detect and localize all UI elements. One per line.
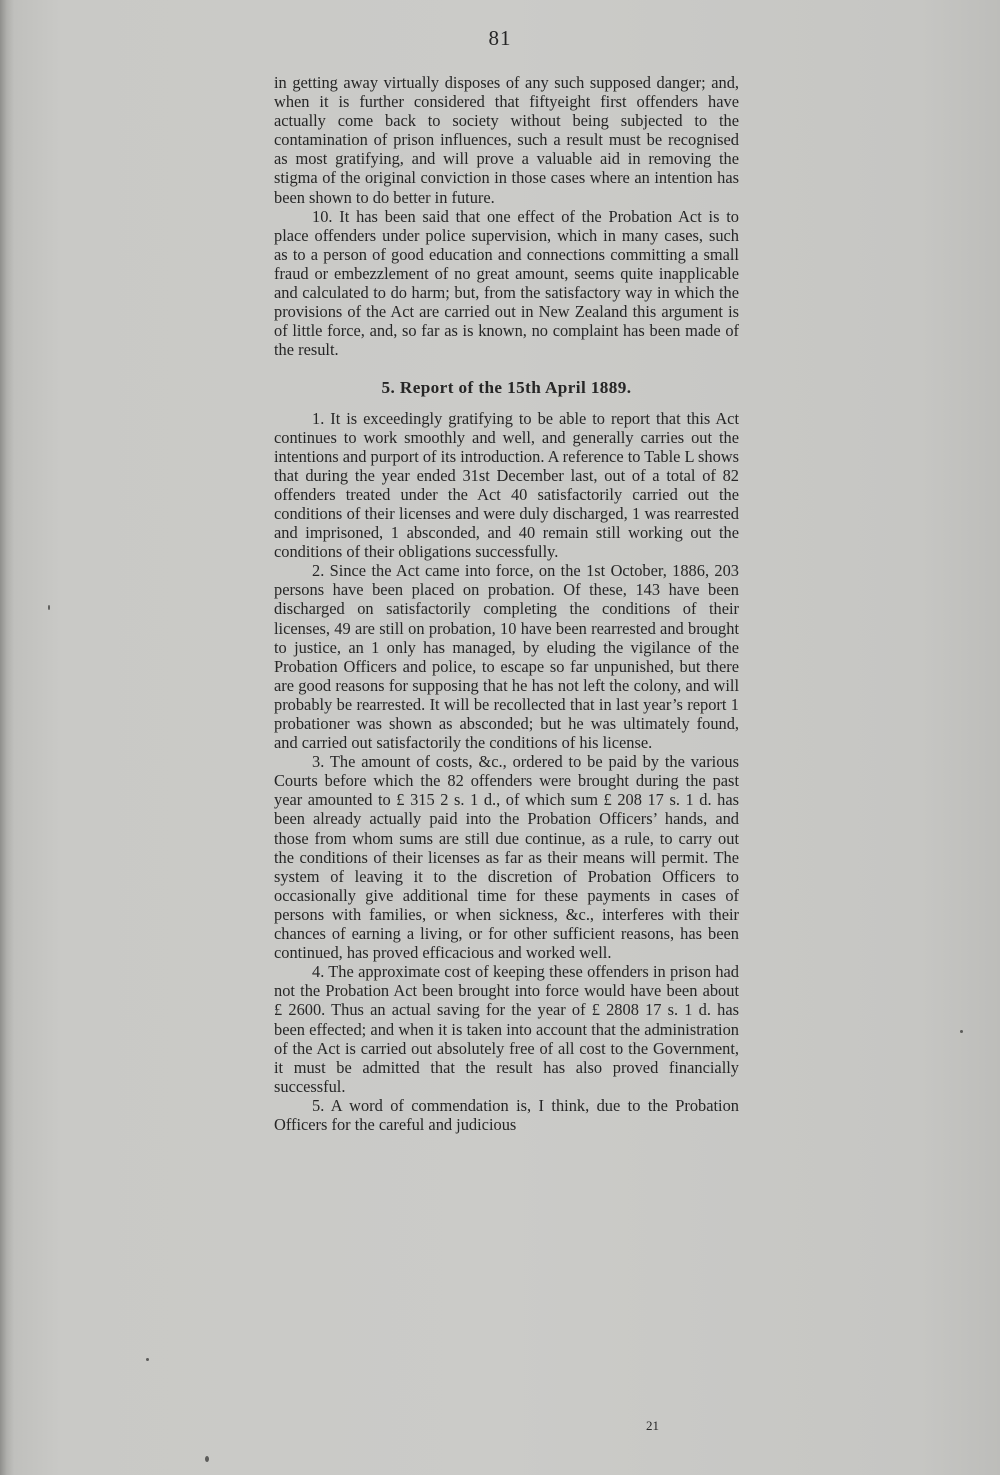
signature-mark: 21 <box>646 1418 659 1433</box>
text-column <box>274 73 739 1134</box>
paper-speck <box>205 1456 209 1462</box>
spine-shadow <box>0 0 14 1475</box>
paper-speck <box>146 1358 149 1361</box>
paragraph-10: 10. It has been said that one effect of the Probation Act is to place offenders under police supervision, which in many cases, such as to a person of good education and connections committing a small fraud or embezzlement of no great amount, seems quite inapplicable and calculated to do harm; but, from the satisfactory way in which the provisions of the Act are carried out in New Zealand this argument is of little force, and, so far as is known, no complaint has been made of the result. <box>274 206 739 360</box>
section-paragraph-1: 1. It is exceedingly gratifying to be able to report that this Act continues to work smoothly and well, and generally carries out the intentions and purport of its introduction. A reference to Table L shows that during the year ended 31st December last, out of a total of 82 offenders treated under the Act 40 satisfactorily carried out the conditions of their licenses and were duly discharged, 1 was rearrested and imprisoned, 1 absconded, and 40 remain still working out the conditions of their obligations successfully. <box>274 408 739 562</box>
paper-speck <box>960 1030 963 1033</box>
paper-speck <box>48 605 50 610</box>
intro-paragraph: in getting away virtually disposes of any such supposed danger; and, when it is further considered that fiftyeight first offenders have actually come back to society without being subjected to the contamination of prison influences, such a result must be recognised as most gratifying, and will prove a valuable aid in removing the stigma of the original conviction in those cases where an intention has been shown to do better in future. <box>274 73 739 207</box>
section-paragraph-3: 3. The amount of costs, &c., ordered to be paid by the various Courts before which the 82 offenders were brought during the past year amounted to £ 315 2 s. 1 d., of which sum £ 208 17 s. 1 d. has been already actually paid into the Probation Officers’ hands, and those from whom sums are still due continue, as a rule, to carry out the conditions of their licenses as far as their means will permit. The system of leaving it to the discretion of Probation Officers to occasionally give additional time for these payments in cases of persons with families, or when sickness, &c., interferes with their chances of earning a living, or for other sufficient reasons, has been continued, has proved efficacious and worked well. <box>274 752 739 963</box>
section-paragraph-2: 2. Since the Act came into force, on the 1st October, 1886, 203 persons have been placed on probation. Of these, 143 have been discharged on satisfactorily completing the conditions of their licenses, 49 are still on probation, 10 have been rearrested and brought to justice, an 1 only has managed, by eluding the vigilance of the Probation Officers and police, to escape so far unpunished, but there are good reasons for supposing that he has not left the colony, and will probably be rearrested. It will be recollected that in last year’s report 1 probationer was shown as absconded; but he was ultimately found, and carried out satisfactorily the conditions of his license. <box>274 561 739 753</box>
section-heading: 5. Report of the 15th April 1889. <box>381 378 632 398</box>
section-paragraph-4: 4. The approximate cost of keeping these offenders in prison had not the Probation Act been brought into force would have been about £ 2600. Thus an actual saving for the year of £ 2808 17 s. 1 d. has been effected; and when it is taken into account that the administration of the Act is carried out absolutely free of all cost to the Government, it must be admitted that the result has also proved financially successful. <box>274 962 739 1096</box>
section-paragraph-5: 5. A word of commendation is, I think, due to the Probation Officers for the careful and judicious <box>274 1095 739 1134</box>
page-number: 81 <box>488 26 512 50</box>
